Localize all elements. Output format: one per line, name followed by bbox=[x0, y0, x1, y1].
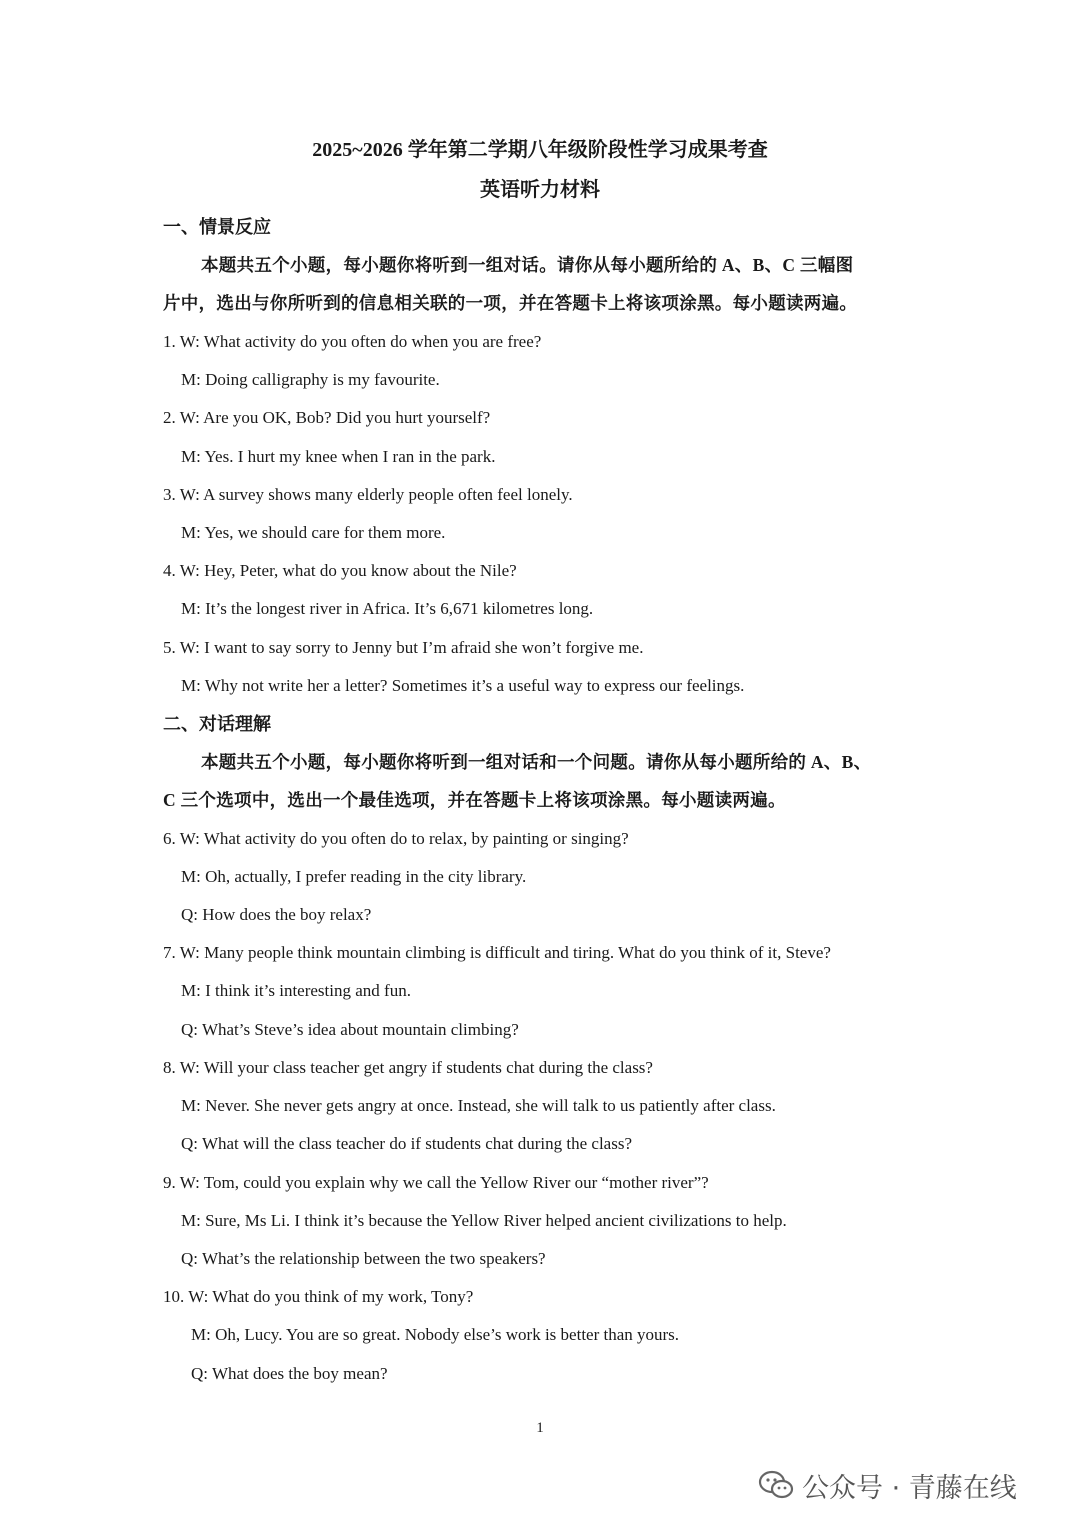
question-line: Q: What’s Steve’s idea about mountain climbing? bbox=[181, 1020, 519, 1039]
dialogue-line: 10. W: What do you think of my work, Tony? bbox=[163, 1287, 474, 1306]
section2-heading: 二、对话理解 bbox=[163, 714, 271, 734]
dialogue-line: 8. W: Will your class teacher get angry if students chat during the class? bbox=[163, 1058, 653, 1077]
question-line: Q: How does the boy relax? bbox=[181, 905, 372, 924]
dialogue-line: M: Never. She never gets angry at once. Instead, she will talk to us patiently after class. bbox=[181, 1096, 776, 1115]
dialogue-line: 9. W: Tom, could you explain why we call the Yellow River our “mother river”? bbox=[163, 1173, 709, 1192]
watermark-text: 公众号 · 青藤在线 bbox=[802, 1472, 1017, 1504]
dialogue-line: 5. W: I want to say sorry to Jenny but I’m afraid she won’t forgive me. bbox=[163, 638, 644, 657]
section1-instruction: 片中，选出与你所听到的信息相关联的一项，并在答题卡上将该项涂黑。每小题读两遍。 bbox=[163, 293, 858, 313]
dialogue-line: 2. W: Are you OK, Bob? Did you hurt yourself? bbox=[163, 408, 491, 427]
section2-instruction: C 三个选项中，选出一个最佳选项，并在答题卡上将该项涂黑。每小题读两遍。 bbox=[163, 790, 786, 810]
dialogue-line: 3. W: A survey shows many elderly people often feel lonely. bbox=[163, 485, 573, 504]
page-title: 2025~2026 学年第二学期八年级阶段性学习成果考查 bbox=[312, 139, 768, 161]
section1-instruction: 本题共五个小题，每小题你将听到一组对话。请你从每小题所给的 A、B、C 三幅图 bbox=[201, 255, 854, 275]
question-line: Q: What’s the relationship between the two speakers? bbox=[181, 1249, 546, 1268]
dialogue-line: 4. W: Hey, Peter, what do you know about the Nile? bbox=[163, 561, 517, 580]
watermark bbox=[758, 1463, 1017, 1507]
dialogue-line: M: I think it’s interesting and fun. bbox=[181, 981, 411, 1000]
dialogue-line: M: Sure, Ms Li. I think it’s because the Yellow River helped ancient civilizations to help. bbox=[181, 1211, 787, 1230]
dialogue-line: 7. W: Many people think mountain climbing is difficult and tiring. What do you think of it, Steve? bbox=[163, 943, 831, 962]
dialogue-line: M: Oh, actually, I prefer reading in the city library. bbox=[181, 867, 527, 886]
dialogue-line: M: Why not write her a letter? Sometimes it’s a useful way to express our feelings. bbox=[181, 676, 745, 695]
page-number: 1 bbox=[536, 1420, 544, 1436]
section1-heading: 一、情景反应 bbox=[163, 217, 271, 237]
dialogue-line: 1. W: What activity do you often do when you are free? bbox=[163, 332, 542, 351]
dialogue-line: M: Yes, we should care for them more. bbox=[181, 523, 446, 542]
dialogue-line: M: Yes. I hurt my knee when I ran in the park. bbox=[181, 447, 496, 466]
dialogue-line: M: Oh, Lucy. You are so great. Nobody else’s work is better than yours. bbox=[191, 1325, 680, 1344]
question-line: Q: What will the class teacher do if students chat during the class? bbox=[181, 1134, 632, 1153]
dialogue-line: M: Doing calligraphy is my favourite. bbox=[181, 370, 440, 389]
question-line: Q: What does the boy mean? bbox=[191, 1364, 388, 1383]
dialogue-line: 6. W: What activity do you often do to relax, by painting or singing? bbox=[163, 829, 629, 848]
page-subtitle: 英语听力材料 bbox=[480, 179, 600, 201]
section2-instruction: 本题共五个小题，每小题你将听到一组对话和一个问题。请你从每小题所给的 A、B、 bbox=[201, 752, 872, 772]
wechat-icon bbox=[758, 1469, 794, 1501]
dialogue-line: M: It’s the longest river in Africa. It’s 6,671 kilometres long. bbox=[181, 599, 594, 618]
